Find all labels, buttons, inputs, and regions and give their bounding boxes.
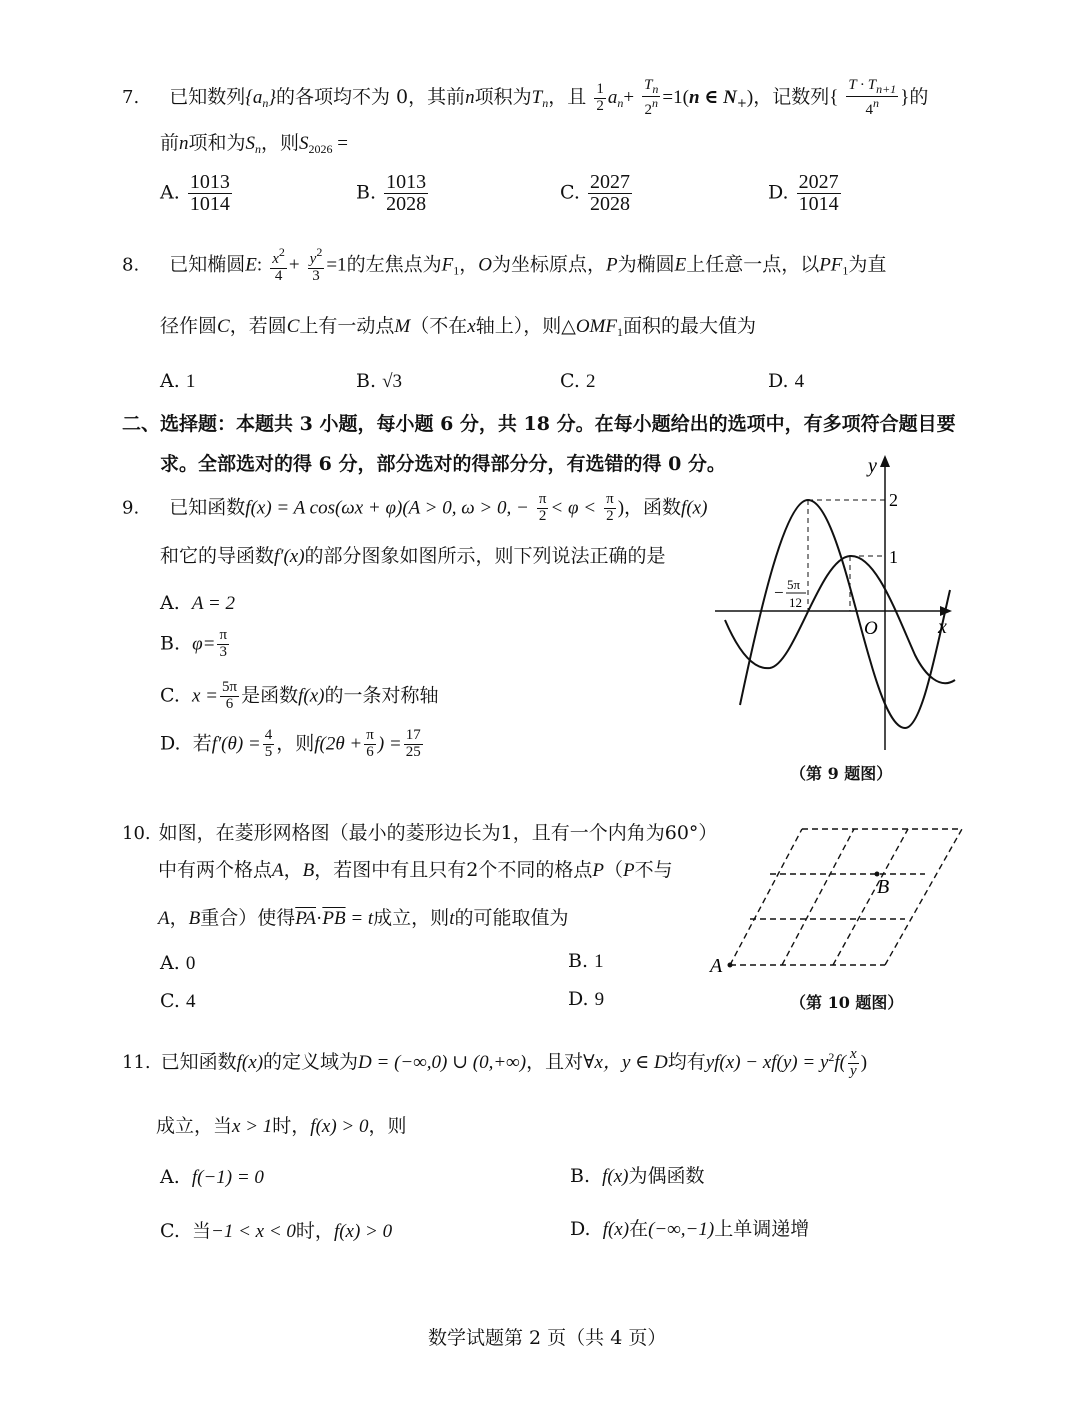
q7-frac-half: $\frac{1}{2}$: [596, 80, 604, 114]
q7-frac-TT-4n: $\frac{T \cdot T_{n+1}}{4^n}$: [848, 77, 897, 118]
q10-option-b[interactable]: B. 1: [568, 950, 604, 972]
q10-option-c[interactable]: C. 4: [160, 990, 196, 1012]
q8-option-c[interactable]: C. 2: [560, 370, 596, 392]
derivative-curve: [740, 500, 950, 728]
q11-option-a[interactable]: A. f(−1) = 0: [160, 1166, 264, 1188]
tick-frac-numerator: 5π: [787, 577, 801, 592]
q8-option-d[interactable]: D. 4: [768, 370, 805, 392]
q7-option-c[interactable]: C. $\frac{2027}{2028}$: [560, 171, 630, 215]
q10-line2: 中有两个格点A，B，若图中有且只有2个不同的格点P（P不与: [158, 859, 673, 881]
q8-option-b[interactable]: B. √3: [356, 370, 402, 392]
section2-heading-line1: 二、选择题：本题共 3 小题，每小题 6 分，共 18 分。在每小题给出的选项中，有多项符合题目要: [122, 413, 956, 435]
q10-number: 10.: [122, 823, 151, 844]
q9-graph-caption: （第 9 题图）: [790, 764, 893, 783]
q10-grid: [705, 820, 970, 985]
q9-line2: 和它的导函数f′(x)的部分图象如图所示，则下列说法正确的是: [160, 545, 666, 567]
q9-line1: 9. 已知函数f(x) = A cos(ωx + φ)(A > 0, ω > 0, − $\frac{\pi}{2}$ < φ < $\frac{\pi}{2}$ )，函数f(x): [122, 491, 708, 524]
origin-label: O: [864, 618, 878, 639]
q10-line3: A，B重合）使得$\overline{PA}\cdot\overline{PB} = t$成立，则t的可能取值为: [158, 907, 569, 929]
q11-line1: 11. 已知函数f(x)的定义域为D = (−∞,0) ∪ (0,+∞)，且对∀x，y ∈ D均有$yf(x) - xf(y) = y^2f$( $\frac{x}{y}$ ): [122, 1045, 868, 1079]
point-a-dot: [728, 963, 733, 968]
page-footer: 数学试题第 2 页（共 4 页）: [428, 1327, 667, 1349]
y-axis-arrow: [880, 455, 890, 467]
q7-option-d[interactable]: D. $\frac{2027}{1014}$: [768, 171, 839, 215]
q8-number: 8.: [122, 254, 140, 276]
q7-frac-T-2n: $\frac{T_n}{2^n}$: [644, 77, 659, 118]
q9-option-d[interactable]: D. 若f′(θ) = $\frac{4}{5}$ ，则f(2θ + $\frac{\pi}{6}$ ) = $\frac{17}{25}$: [160, 727, 421, 760]
x-axis-label: x: [938, 616, 947, 638]
q8-frac-x2-4: $\frac{x^2}{4}$: [272, 245, 285, 284]
y-axis-label: y: [868, 455, 877, 477]
section2-heading-line2: 求。全部选对的得 6 分，部分选对的得部分分，有选错的得 0 分。: [160, 453, 726, 475]
q9-option-c[interactable]: C. x = $\frac{5\pi}{6}$ 是函数f(x)的一条对称轴: [160, 679, 439, 712]
q8-line2: 径作圆C，若圆C上有一动点M（不在x轴上），则$\triangle OMF_1$面积的最大值为: [160, 315, 756, 339]
tick-frac-denominator: 12: [789, 595, 802, 610]
q9-option-b[interactable]: B. φ= $\frac{\pi}{3}$: [160, 627, 228, 660]
q7-option-a[interactable]: A. $\frac{1013}{1014}$: [160, 171, 230, 215]
q10-graph-caption: （第 10 题图）: [790, 993, 904, 1012]
q10-option-a[interactable]: A. 0: [160, 952, 196, 974]
tick-label-1: 1: [889, 547, 898, 567]
q11-line2: 成立，当x > 1时，f(x) > 0，则: [156, 1115, 407, 1137]
point-b-label: B: [877, 876, 890, 898]
q7-line1: 7. 已知数列$\{a_n\}$的各项均不为 0，其前n项积为$T_n$，且 $\frac{1}{2}$ $a_n+$ $\frac{T_n}{2^n}$ =1(n ∈ $N_+$)，记数列{ $\frac{T \cdot T_{n+1}}{4^n}$ }的: [122, 77, 929, 118]
q10-option-d[interactable]: D. 9: [568, 988, 605, 1010]
q11-option-d[interactable]: D. f(x)在(−∞,−1)上单调递增: [570, 1218, 810, 1240]
q7-option-b[interactable]: B. $\frac{1013}{2028}$: [356, 171, 427, 215]
q9-number: 9.: [122, 497, 140, 519]
q7-number: 7.: [122, 87, 140, 109]
tick-label-2: 2: [889, 490, 898, 510]
q8-line1: 8. 已知椭圆E: $\frac{x^2}{4}$ + $\frac{y^2}{3}$ =1的左焦点为$F_1$，O为坐标原点，P为椭圆E上任意一点，以$PF_1$为直: [122, 245, 887, 284]
q11-number: 11.: [122, 1052, 151, 1073]
q11-option-b[interactable]: B. f(x)为偶函数: [570, 1165, 705, 1187]
q8-frac-y2-3: $\frac{y^2}{3}$: [309, 245, 323, 284]
q10-line1: 10. 如图，在菱形网格图（最小的菱形边长为1，且有一个内角为60°）: [122, 822, 718, 844]
q9-graph: [700, 450, 970, 760]
q8-option-a[interactable]: A. 1: [160, 370, 196, 392]
q11-option-c[interactable]: C. 当−1 < x < 0时，f(x) > 0: [160, 1220, 393, 1242]
q7-line2: 前n项和为$S_n$，则$S_{2026}$ =: [160, 132, 349, 156]
point-a-label: A: [710, 955, 723, 977]
svg-text:−: −: [774, 583, 784, 602]
q9-option-a[interactable]: A. A = 2: [160, 592, 235, 614]
